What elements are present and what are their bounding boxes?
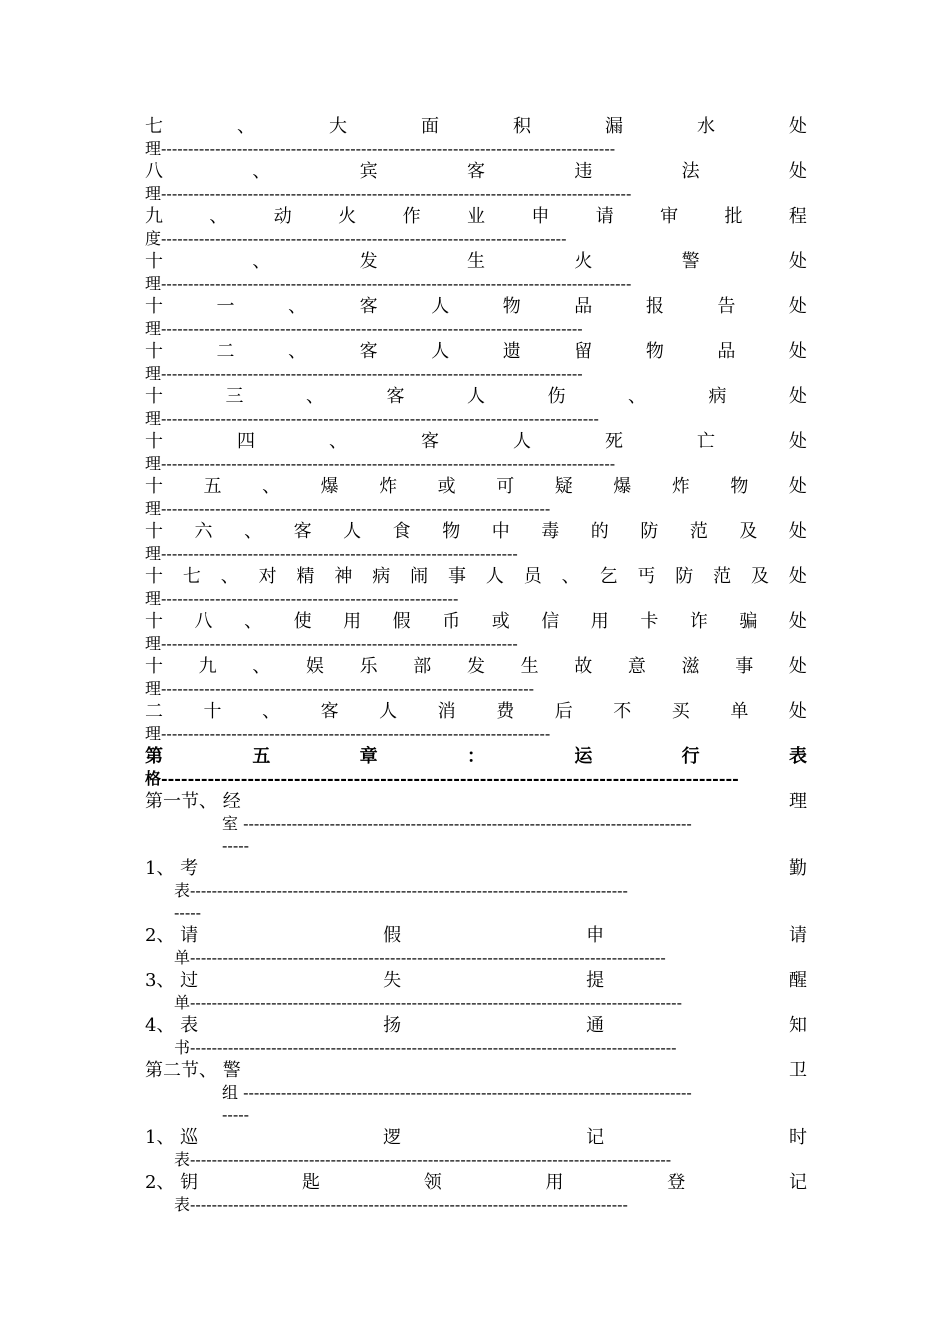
title-char: 或 <box>437 476 456 497</box>
title-char: 处 <box>789 386 807 407</box>
title-char: 处 <box>788 296 807 317</box>
title-char: 十 <box>145 476 163 497</box>
title-char: 假 <box>392 611 411 632</box>
title-char: 、 <box>561 566 580 587</box>
title-char: 十 <box>145 656 163 677</box>
toc-entry <box>145 295 807 340</box>
title-char: 3、 过 <box>145 970 199 991</box>
title-char: 、 <box>244 611 263 632</box>
toc-entry-title <box>145 340 807 363</box>
section-items <box>145 1126 807 1216</box>
title-char: 十 <box>145 296 163 317</box>
title-char: 人 <box>485 566 504 587</box>
toc-entry <box>145 115 807 160</box>
title-char: 程 <box>788 206 807 227</box>
toc-entry <box>145 475 807 520</box>
toc-entry-leader: 理------------------------------------------------------------------------------ <box>145 319 583 338</box>
section-leader: 组 ----------------------------------------------------------------------------------- <box>222 1083 692 1102</box>
title-char: 四 <box>237 431 255 452</box>
section-title <box>145 790 807 813</box>
toc-entry-title <box>145 1014 807 1037</box>
title-char: 病 <box>708 386 727 407</box>
title-char: 人 <box>467 386 485 407</box>
title-char: 、 <box>209 206 228 227</box>
title-char: 用 <box>343 611 362 632</box>
title-char: 十 <box>145 431 163 452</box>
title-char: 人 <box>513 431 531 452</box>
title-char: 疑 <box>554 476 573 497</box>
toc-entry-title <box>145 924 807 947</box>
title-char: 、 <box>329 431 347 452</box>
title-char: 人 <box>343 521 362 542</box>
title-char: 批 <box>724 206 743 227</box>
title-char: 申 <box>531 206 550 227</box>
title-char: 食 <box>392 521 411 542</box>
toc-entry-leader: 度--------------------------------------------------------------------------- <box>145 229 567 248</box>
toc-entry <box>145 340 807 385</box>
title-char: 水 <box>697 116 715 137</box>
title-char: 部 <box>413 656 432 677</box>
toc-entry <box>145 250 807 295</box>
title-char: 闹 <box>410 566 429 587</box>
title-char: 或 <box>491 611 510 632</box>
title-char: 火 <box>574 251 593 272</box>
title-char: 章 <box>359 746 378 767</box>
toc-entry-leader: 理--------------------------------------------------------------------- <box>145 679 535 698</box>
toc-entry-title <box>145 115 807 138</box>
toc-entry-leader: 理------------------------------------------------------------------ <box>145 544 518 563</box>
title-char: 范 <box>713 566 732 587</box>
title-char: 、 <box>262 701 281 722</box>
document-page <box>145 115 807 1216</box>
title-char: 用 <box>545 1172 564 1193</box>
title-char: 伤 <box>547 386 566 407</box>
title-char: 生 <box>520 656 539 677</box>
toc-entry-leader: 表----------------------------------------------------------------------------------------- <box>174 1150 672 1169</box>
title-char: 、 <box>220 566 239 587</box>
toc-entry-title <box>145 1171 807 1194</box>
title-char: 用 <box>590 611 609 632</box>
title-char: 对 <box>258 566 277 587</box>
toc-entry <box>145 1171 807 1216</box>
toc-entry-leader: 表--------------------------------------------------------------------------------- <box>174 1195 628 1214</box>
title-char: 毒 <box>541 521 560 542</box>
toc-entry-title <box>145 857 807 880</box>
toc-entry-title <box>145 250 807 273</box>
section-heading <box>145 1059 807 1126</box>
toc-entry-title <box>145 1126 807 1149</box>
title-char: 通 <box>586 1015 605 1036</box>
title-char: 业 <box>466 206 485 227</box>
title-char: 扬 <box>383 1015 402 1036</box>
toc-entry-title <box>145 520 807 543</box>
title-char: 第 <box>145 746 163 767</box>
title-char: 发 <box>466 656 485 677</box>
title-char: 六 <box>194 521 213 542</box>
title-char: 中 <box>491 521 510 542</box>
title-char: 十 <box>145 521 163 542</box>
title-char: 神 <box>334 566 353 587</box>
chapter-heading <box>145 745 807 790</box>
title-char: 使 <box>293 611 312 632</box>
title-char: 表 <box>788 746 807 767</box>
title-char: 骗 <box>739 611 758 632</box>
title-char: 2、 请 <box>145 925 199 946</box>
title-char: 单 <box>730 701 749 722</box>
title-char: 品 <box>574 296 593 317</box>
title-char: 病 <box>372 566 391 587</box>
title-char: 防 <box>675 566 694 587</box>
title-char: 火 <box>338 206 357 227</box>
title-char: 处 <box>788 161 807 182</box>
title-char: 防 <box>640 521 659 542</box>
section-leader-cont: ----- <box>222 836 250 855</box>
title-char: 信 <box>541 611 560 632</box>
title-char: 物 <box>645 341 664 362</box>
toc-entry-title <box>145 475 807 498</box>
title-char: 、 <box>306 386 324 407</box>
title-char: 十 <box>145 251 163 272</box>
title-char: 、 <box>288 296 307 317</box>
section-word: 卫 <box>789 1060 807 1081</box>
title-char: 爆 <box>320 476 339 497</box>
title-char: 1、 考 <box>145 858 199 879</box>
title-char: 处 <box>788 566 807 587</box>
toc-entry-leader: 理------------------------------------------------------------------------------ <box>145 364 583 383</box>
toc-entry <box>145 430 807 475</box>
title-char: 客 <box>293 521 312 542</box>
toc-entry-leader: 书------------------------------------------------------------------------------------------ <box>174 1038 677 1057</box>
title-char: 假 <box>383 925 402 946</box>
title-char: 审 <box>660 206 679 227</box>
toc-entry-title <box>145 969 807 992</box>
title-char: 币 <box>442 611 461 632</box>
title-char: 客 <box>359 296 378 317</box>
title-char: 娱 <box>305 656 324 677</box>
toc-entry <box>145 700 807 745</box>
title-char: 客 <box>386 386 405 407</box>
title-char: 、 <box>237 116 255 137</box>
title-char: 提 <box>586 970 605 991</box>
title-char: 宾 <box>359 161 378 182</box>
title-char: 时 <box>789 1127 807 1148</box>
title-char: 品 <box>717 341 736 362</box>
title-char: 不 <box>613 701 632 722</box>
title-char: 十 <box>145 566 163 587</box>
toc-entry-leader: 格--------------------------------------------------------------------------------------- <box>145 769 739 788</box>
title-char: 五 <box>203 476 222 497</box>
title-char: 、 <box>252 656 271 677</box>
toc-entry-leader: 单---------------------------------------------------------------------------------------- <box>174 948 666 967</box>
title-char: 爆 <box>613 476 632 497</box>
title-char: 处 <box>789 116 807 137</box>
toc-entry <box>145 565 807 610</box>
toc-entry-leader: 表--------------------------------------------------------------------------------- <box>174 881 628 900</box>
section-prefix: 第一节、 经 <box>145 791 241 812</box>
title-char: 消 <box>437 701 456 722</box>
title-char: 处 <box>788 476 807 497</box>
title-char: 处 <box>788 611 807 632</box>
title-char: 十 <box>145 611 163 632</box>
toc-entry <box>145 610 807 655</box>
title-char: 滋 <box>681 656 700 677</box>
toc-entry <box>145 969 807 1014</box>
title-char: 买 <box>671 701 690 722</box>
title-char: 失 <box>383 970 402 991</box>
title-char: 遗 <box>502 341 521 362</box>
title-char: 报 <box>645 296 664 317</box>
toc-entry-title <box>145 655 807 678</box>
title-char: 登 <box>667 1172 686 1193</box>
title-char: 费 <box>496 701 515 722</box>
title-char: 、 <box>628 386 646 407</box>
toc-entry-leader-cont: ----- <box>174 903 202 922</box>
title-char: 醒 <box>789 970 807 991</box>
title-char: 客 <box>466 161 485 182</box>
toc-entry-leader: 理--------------------------------------------------------------------------------- <box>145 409 599 428</box>
toc-entry-title <box>145 610 807 633</box>
title-char: 员 <box>523 566 542 587</box>
title-char: 物 <box>730 476 749 497</box>
toc-entry-title <box>145 160 807 183</box>
title-char: 告 <box>717 296 736 317</box>
title-char: 后 <box>554 701 573 722</box>
title-char: 及 <box>751 566 769 587</box>
title-char: 事 <box>448 566 466 587</box>
title-char: 七 <box>145 116 163 137</box>
title-char: 作 <box>402 206 421 227</box>
title-char: 七 <box>182 566 201 587</box>
toc-entry-leader: 理------------------------------------------------------------------------ <box>145 724 551 743</box>
toc-list <box>145 115 807 745</box>
title-char: 申 <box>586 925 605 946</box>
title-char: 处 <box>788 701 807 722</box>
section-word: 理 <box>789 791 807 812</box>
toc-entry-title <box>145 430 807 453</box>
title-char: 请 <box>789 925 807 946</box>
title-char: 积 <box>513 116 531 137</box>
title-char: 八 <box>194 611 213 632</box>
title-char: 死 <box>605 431 623 452</box>
title-char: 九 <box>198 656 217 677</box>
title-char: 人 <box>431 341 450 362</box>
toc-entry-title <box>145 205 807 228</box>
title-char: 物 <box>502 296 521 317</box>
toc-entry <box>145 385 807 430</box>
title-char: 2、 钥 <box>145 1172 199 1193</box>
toc-entry <box>145 160 807 205</box>
toc-entry <box>145 520 807 565</box>
title-char: 处 <box>788 251 807 272</box>
title-char: 行 <box>681 746 700 767</box>
title-char: 精 <box>296 566 315 587</box>
toc-entry <box>145 655 807 700</box>
toc-entry-leader: 理------------------------------------------------------------------------ <box>145 499 551 518</box>
title-char: 可 <box>496 476 515 497</box>
title-char: 4、 表 <box>145 1015 199 1036</box>
title-char: 范 <box>689 521 708 542</box>
title-char: 记 <box>788 1172 807 1193</box>
title-char: 客 <box>359 341 378 362</box>
title-char: 客 <box>320 701 339 722</box>
title-char: 故 <box>574 656 593 677</box>
title-char: 领 <box>423 1172 442 1193</box>
toc-entry <box>145 1014 807 1059</box>
toc-entry-leader: 理--------------------------------------------------------------------------------------- <box>145 184 632 203</box>
title-char: 十 <box>145 386 163 407</box>
title-char: 人 <box>379 701 398 722</box>
section-leader-cont: ----- <box>222 1105 250 1124</box>
title-char: 十 <box>203 701 222 722</box>
title-char: 丐 <box>637 566 656 587</box>
title-char: 九 <box>145 206 163 227</box>
toc-entry-title <box>145 565 807 588</box>
toc-entry-title <box>145 295 807 318</box>
title-char: 二 <box>216 341 235 362</box>
title-char: 匙 <box>301 1172 320 1193</box>
toc-entry <box>145 1126 807 1171</box>
section-heading <box>145 790 807 857</box>
title-char: 炸 <box>379 476 398 497</box>
toc-entry <box>145 205 807 250</box>
title-char: 、 <box>252 251 271 272</box>
title-char: 生 <box>466 251 485 272</box>
toc-entry-leader: 理--------------------------------------------------------------------------------------- <box>145 274 632 293</box>
title-char: 事 <box>735 656 754 677</box>
title-char: 法 <box>681 161 700 182</box>
title-char: 大 <box>329 116 347 137</box>
title-char: 警 <box>681 251 700 272</box>
toc-entry-leader: 理------------------------------------------------------------------ <box>145 634 518 653</box>
title-char: 违 <box>574 161 593 182</box>
toc-entry-leader: 理------------------------------------------------------------------------------------ <box>145 139 616 158</box>
title-char: 八 <box>145 161 163 182</box>
title-char: 、 <box>244 521 263 542</box>
title-char: 亡 <box>697 431 715 452</box>
title-char: 人 <box>431 296 450 317</box>
title-char: 三 <box>225 386 244 407</box>
title-char: 、 <box>288 341 307 362</box>
title-char: 1、 巡 <box>145 1127 199 1148</box>
toc-entry-leader: 理------------------------------------------------------- <box>145 589 459 608</box>
toc-entry-title <box>145 745 807 768</box>
toc-entry-title <box>145 700 807 723</box>
title-char: 乐 <box>359 656 378 677</box>
section-items <box>145 857 807 1059</box>
title-char: 意 <box>627 656 646 677</box>
title-char: 知 <box>789 1015 807 1036</box>
toc-entry-leader: 理------------------------------------------------------------------------------------ <box>145 454 616 473</box>
title-char: 处 <box>788 656 807 677</box>
title-char: 发 <box>359 251 378 272</box>
toc-entry <box>145 745 807 790</box>
toc-entry-leader: 单------------------------------------------------------------------------------------------- <box>174 993 682 1012</box>
title-char: 留 <box>574 341 593 362</box>
title-char: 诈 <box>689 611 708 632</box>
toc-entry-title <box>145 385 807 408</box>
title-char: 、 <box>262 476 281 497</box>
title-char: 运 <box>574 746 593 767</box>
title-char: 请 <box>595 206 614 227</box>
title-char: 一 <box>216 296 235 317</box>
section-title <box>145 1059 807 1082</box>
title-char: 二 <box>145 701 163 722</box>
title-char: 处 <box>788 341 807 362</box>
title-char: 五 <box>252 746 271 767</box>
title-char: 勤 <box>789 858 807 879</box>
title-char: 动 <box>273 206 292 227</box>
title-char: ： <box>466 746 485 767</box>
title-char: 炸 <box>671 476 690 497</box>
title-char: 漏 <box>605 116 623 137</box>
title-char: 物 <box>442 521 461 542</box>
title-char: 处 <box>788 521 807 542</box>
title-char: 客 <box>421 431 439 452</box>
title-char: 卡 <box>640 611 659 632</box>
title-char: 的 <box>590 521 609 542</box>
title-char: 逻 <box>383 1127 402 1148</box>
section-prefix: 第二节、 警 <box>145 1060 241 1081</box>
toc-entry <box>145 924 807 969</box>
title-char: 十 <box>145 341 163 362</box>
title-char: 面 <box>421 116 439 137</box>
title-char: 记 <box>586 1127 605 1148</box>
title-char: 乞 <box>599 566 618 587</box>
title-char: 、 <box>252 161 271 182</box>
section-leader: 室 ----------------------------------------------------------------------------------- <box>222 814 692 833</box>
toc-entry <box>145 857 807 924</box>
title-char: 及 <box>739 521 758 542</box>
title-char: 处 <box>789 431 807 452</box>
